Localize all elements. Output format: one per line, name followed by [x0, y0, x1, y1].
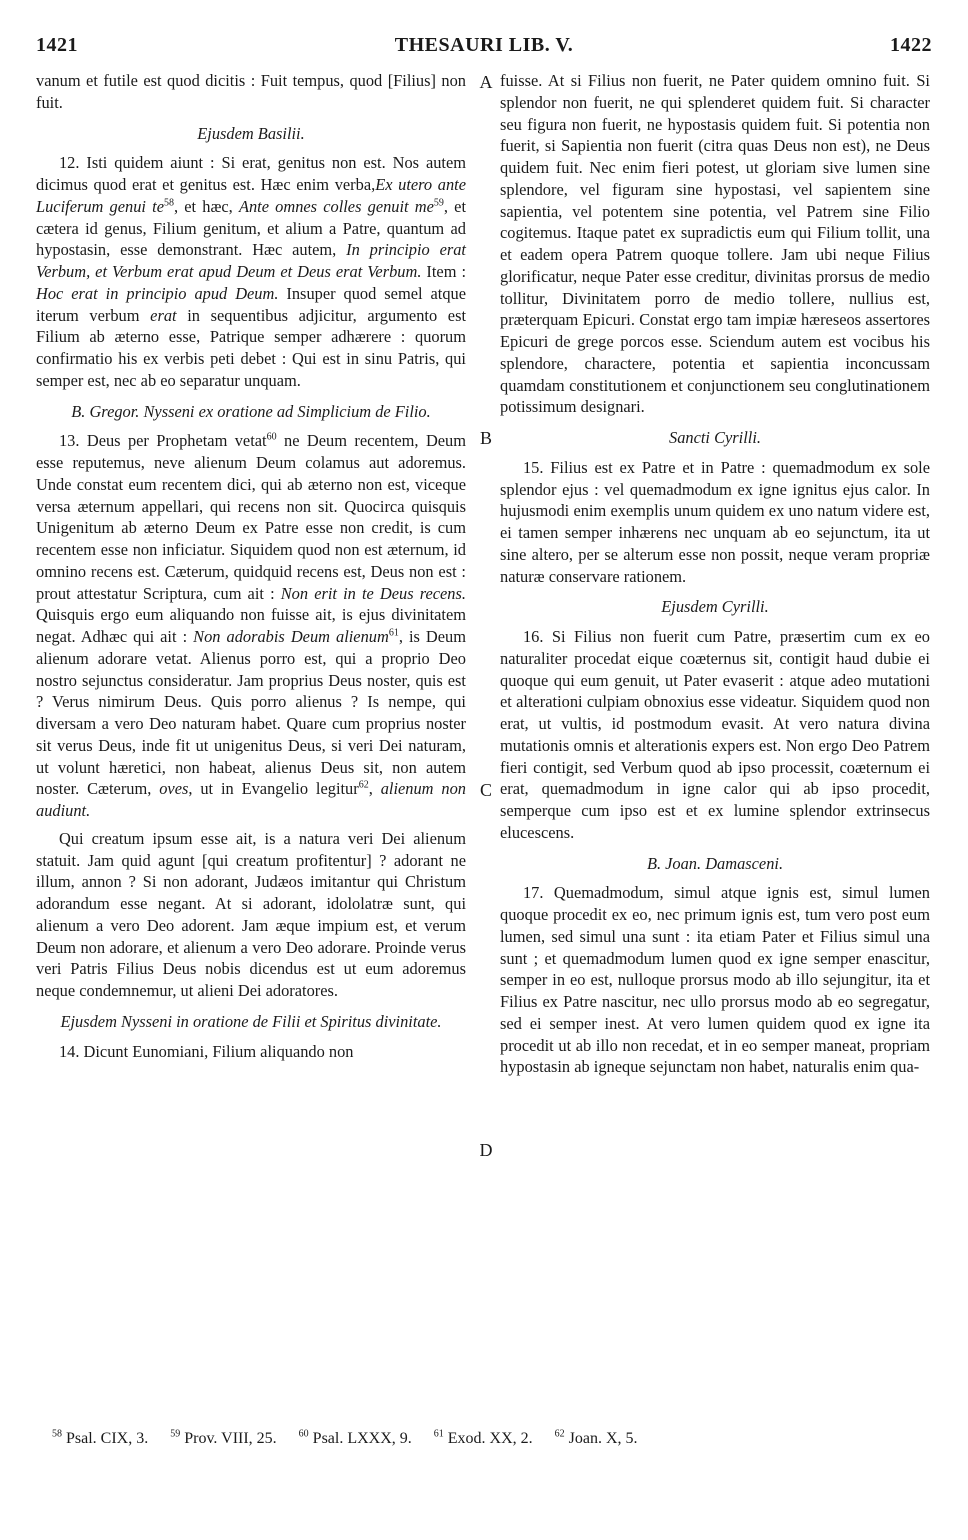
footnote-62: $^{62}$ Joan. X, 5.: [554, 1428, 638, 1447]
footnote-ref-61: 61: [388, 627, 399, 639]
paragraph-13: 13. Deus per Prophetam vetat$^{60}$ ne Deum recentem, Deum esse reputemus, neve alienum Deum colamus aut adoremus. Unde constat eum recentem dici, qui ab æterno non est, viceque versa æternum appellari, qui recens non sit. Quocirca quisquis Unigenitum ab æterno Deum ex Patre esse non credit, is cum recentem esse non inficiatur. Siquidem quod non est æternum, id omnino recens est. Cæterum, quidquid recens est, Deus non est : prout attestatur Scriptura, cum ait : Non erit in te Deus recens. Quisquis ergo eum aliquando non fuisse ait, is ejus divinitatem negat. Adhæc qui ait : Non adorabis Deum alienum$^{61}$, is Deum alienum adorare vetat. Alienus porro est, qui a proprio Deo nostro sejunctus consideratur. Jam proprius Deus noster, quis est ? Verus nimirum Deus. Quis porro alienus ? Is nempe, qui diversam a vero Deo naturam habet. Quare cum proprius noster sit verus Deus, inde fit ut unigenitus Deus, si veri Dei naturam, ut volunt hæretici, non habeat, alienus Deus sit, non autem noster. Cæterum, oves, ut in Evangelio legitur$^{62}$, alienum non audiunt.: [36, 431, 466, 820]
right-column: [500, 70, 930, 1078]
left-column: [36, 70, 466, 1062]
paragraph-15: 15. Filius est ex Patre et in Patre : quemadmodum ex sole splendor ejus : vel quemadmodum ex igne ignitus ejus calor. In hujusmodi enim exemplis unum quidem ex uno natum videre est, ei tamen semper inhærens nec unquam ab eo sejunctum, ita ut sine altero, per se alterum esse non possit, neque veram propriæ naturæ conservare rationem.: [500, 457, 930, 586]
footnote-61: $^{61}$ Exod. XX, 2.: [433, 1428, 533, 1447]
section-heading-gregor: B. Gregor. Nysseni ex oratione ad Simplicium de Filio.: [71, 401, 431, 421]
footnote-58: $^{58}$ Psal. CIX, 3.: [52, 1428, 149, 1447]
page-number-left: 1421: [36, 34, 78, 56]
running-title: THESAURI LIB. V.: [394, 34, 574, 56]
paragraph-14-continued: fuisse. At si Filius non fuerit, ne Pater quidem omnino fuit. Si splendor non fuerit, ne qui splenderet quidem fuit. Si character seu figura non fuerit, ne hypostasis quidem fuit. Si potentia non fuerit, si Sapientia non fuerit (citra quas Deus non est), ne Deus quidem fuit. Nec enim fieri potest, ut gloriam sive lumen sine splendore, vel figuram sine hypostasi, vel sapientem sine sapientia, vel potentem sine potentia, vel Patrem sine Filio cogitemus. Itaque patet ex supradictis eum qui Filium tollit, una et eadem opera Patrem quoque tollere. Jam ubi neque Filius glorificatur, neque Pater esse creditur, divinitas prorsus de medio tollitur, Divinitatem porro de medio tollere, nullius est, præterquam Epicuri. Constat ergo tam impiæ hæreseos assertores Epicuri de grege porcos esse. Sciendum autem est vocibus his splendore, charactere, potentia et sapientia inconcussam quamdam constitutionem et conjunctionem seu conglutinationem potissimum designari.: [500, 71, 930, 417]
paragraph-17: 17. Quemadmodum, simul atque ignis est, simul lumen quoque procedit ex eo, nec primum ignis est, tum vero post eum lumen, sed simul una sunt : ita etiam Pater et Filius simul una sunt ; et quemadmodum lumen quod ex igne semper enascitur, semper in eo est, nulloque prorsus modo ab illo sejungitur, ita et Filius ex Patre nascitur, nec ullo prorsus modo ab eo segregatur, sed ei semper inest. At vero lumen quidem quod ex igne ita procedit ut ab illo non recedat, et in eo semper maneat, propriam hypostasin ab igneque sejunctam non habet, naturalis enim qua-: [500, 883, 930, 1077]
margin-letter-a: A: [479, 72, 493, 92]
margin-letter-d: D: [479, 1140, 493, 1160]
paragraph-12: 12. Isti quidem aiunt : Si erat, genitus non est. Nos autem dicimus quod erat et genitus est. Hæc enim verba,Ex utero ante Luciferum genui $te^{58}$, et hæc, Ante omnes colles genuit $me^{59}$, et cætera id genus, Filium genitum, et alium a Patre, quantum ad hypostasin, esse demonstrant. Hæc autem, In principio erat Verbum, et Verbum erat apud Deum et Deus erat Verbum. Item : Hoc erat in principio apud Deum. Insuper quod semel atque iterum verbum erat in sequentibus adjicitur, argumento est Filium ab æterno esse, Patrique semper adhærere : quorum confirmatio his ex verbis peti debet : Qui est in sinu Patris, qui semper est, nec ab eo separatur unquam.: [36, 153, 467, 390]
paragraph-13-continued: Qui creatum ipsum esse ait, is a natura veri Dei alienum statuit. Jam quid agunt [qui creatum profitentur] ? adorant ne illum, annon ? Si non adorant, Judæos imitantur qui Christum adorandum esse negant. At si adorant, idololatræ sunt, qui alienum a vero Deo adorent. Jam æque impium est, et verum Deum non adorare, et alienum a vero Deo adorare. Proinde verus veri Patris Filius Deus nobis dicendus est ut eum adoremus neque condemnemur, ut alieni Dei adoratores.: [36, 828, 466, 1000]
section-heading-damascene: B. Joan. Damasceni.: [646, 853, 784, 873]
paragraph-14: 14. Dicunt Eunomiani, Filium aliquando non: [58, 1041, 354, 1061]
footnote-ref-60: 60: [266, 431, 277, 443]
footnote-ref-59: 59: [433, 197, 444, 209]
section-heading-cyril-2: Ejusdem Cyrilli.: [661, 597, 769, 617]
footnote-59: $^{59}$ Prov. VIII, 25.: [170, 1428, 277, 1447]
section-heading-basil: Ejusdem Basilii.: [197, 123, 305, 143]
margin-letter-b: B: [479, 428, 492, 448]
section-heading-nysseni: Ejusdem Nysseni in oratione de Filii et Spiritus divinitate.: [60, 1011, 442, 1031]
footnote-ref-58: 58: [163, 197, 174, 209]
page-header: [36, 34, 932, 64]
footnote-60: $^{60}$ Psal. LXXX, 9.: [298, 1428, 412, 1447]
section-heading-cyril: Sancti Cyrilli.: [669, 428, 761, 447]
margin-letter-c: C: [479, 780, 492, 800]
page-number-right: 1422: [890, 34, 932, 56]
paragraph-16: 16. Si Filius non fuerit cum Patre, præsertim cum ex eo naturaliter procedat eique coæternus sit, contigit haud dubie ei quoque qui eum genuit, ut Pater evaserit : atque adeo mutationi et alterationi culpiam obnoxius esse videatur. Siquidem quod non erat, ut vultis, id postmodum evasit. At vero natura divina mutationis omnis et alterationis expers est. Non ergo Deo Patrem fieri contigit, sed Verbum quod ab ipso processit, coæternum ei erat, quemadmodum in igne calor qui ab ipso procedit, semperque cum ipso est et ex lumine splendor extrinsecus elucescens.: [500, 627, 930, 842]
footnotes: [52, 1430, 932, 1448]
footnote-ref-62: 62: [358, 779, 369, 791]
paragraph-continuation: vanum et futile est quod dicitis : Fuit tempus, quod [Filius] non fuit.: [36, 71, 466, 112]
